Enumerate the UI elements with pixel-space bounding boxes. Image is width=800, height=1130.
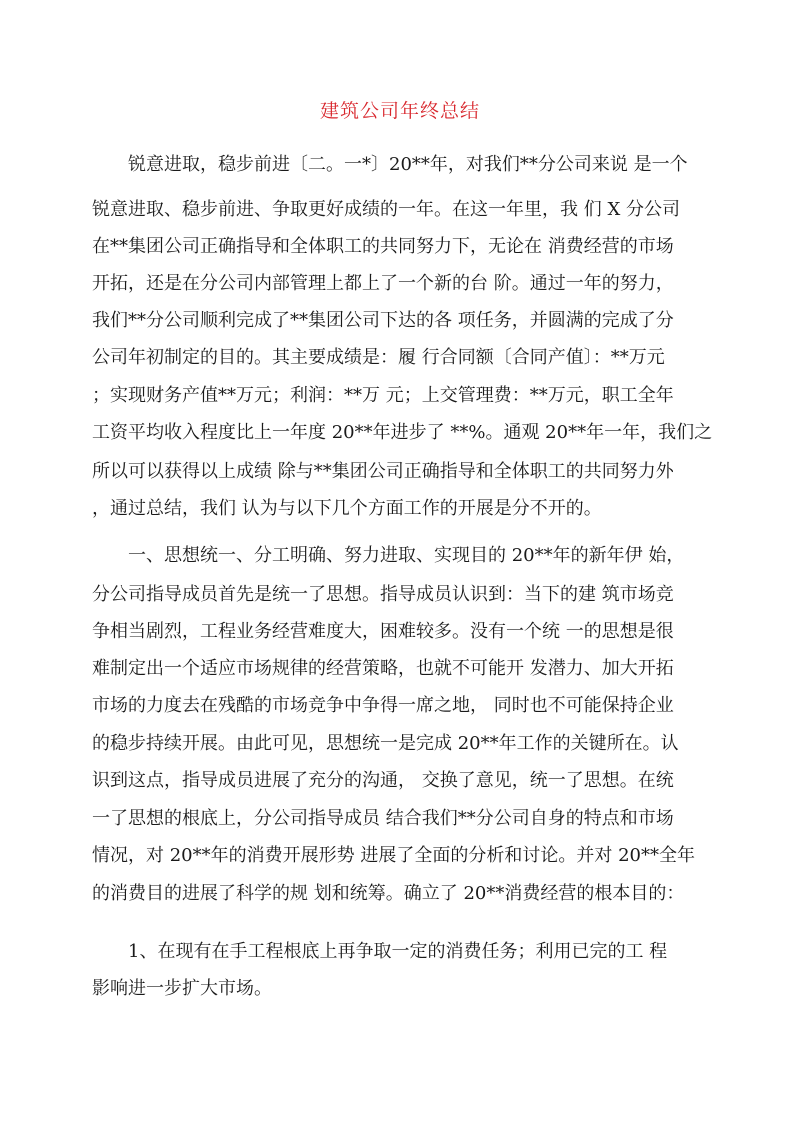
body-line: 难制定出一个适应市场规律的经营策略，也就不可能开 发潜力、加大开拓 <box>92 658 674 679</box>
body-line: 的消费目的进展了科学的规 划和统筹。确立了 20**消费经营的根本目的： <box>92 883 685 904</box>
body-line: 的稳步持续开展。由此可见，思想统一是完成 20**年工作的关键所在。认 <box>92 733 679 754</box>
body-line: 识到这点，指导成员进展了充分的沟通， 交换了意见，统一了思想。在统 <box>92 770 674 791</box>
body-line: 公司年初制定的目的。其主要成绩是：履 行合同额〔合同产值〕：**万元 <box>92 347 665 368</box>
body-line: 开拓，还是在分公司内部管理上都上了一个新的台 阶。通过一年的努力， <box>92 273 674 294</box>
body-line: 锐意进取，稳步前进〔二。一*〕20**年，对我们**分公司来说 是一个 <box>92 154 688 175</box>
body-line: 在**集团公司正确指导和全体职工的共同努力下，无论在 消费经营的市场 <box>92 236 674 257</box>
body-line: ；实现财务产值**万元；利润：**万 元；上交管理费：**万元，职工全年 <box>92 385 674 406</box>
body-line: 所以可以获得以上成绩 除与**集团公司正确指导和全体职工的共同努力外 <box>92 461 674 482</box>
body-line: 1、在现有在手工程根底上再争取一定的消费任务；利用已完的工 程 <box>92 941 668 962</box>
body-line: 争相当剧烈，工程业务经营难度大，困难较多。没有一个统 一的思想是很 <box>92 621 674 642</box>
body-line: 我们**分公司顺利完成了**集团公司下达的各 项任务，并圆满的完成了分 <box>92 310 674 331</box>
document-title: 建筑公司年终总结 <box>319 100 480 122</box>
body-line: 锐意进取、稳步前进、争取更好成绩的一年。在这一年里，我 们 X 分公司 <box>92 199 680 220</box>
body-line: 一了思想的根底上，分公司指导成员 结合我们**分公司自身的特点和市场 <box>92 808 674 829</box>
body-line: 分公司指导成员首先是统一了思想。指导成员认识到：当下的建 筑市场竞 <box>92 584 674 605</box>
body-line: ，通过总结，我们 认为与以下几个方面工作的开展是分不开的。 <box>92 498 602 519</box>
body-line: 工资平均收入程度比上一年度 20**年进步了 **%。通观 20**年一年，我们之 <box>92 422 713 443</box>
body-line: 一、思想统一、分工明确、努力进取、实现目的 20**年的新年伊 始， <box>92 545 685 566</box>
body-line: 情况，对 20**年的消费开展形势 进展了全面的分析和讨论。并对 20**全年 <box>92 845 695 866</box>
body-line: 市场的力度去在残酷的市场竞争中争得一席之地， 同时也不可能保持企业 <box>92 695 674 716</box>
body-line: 影响进一步扩大市场。 <box>92 978 272 999</box>
